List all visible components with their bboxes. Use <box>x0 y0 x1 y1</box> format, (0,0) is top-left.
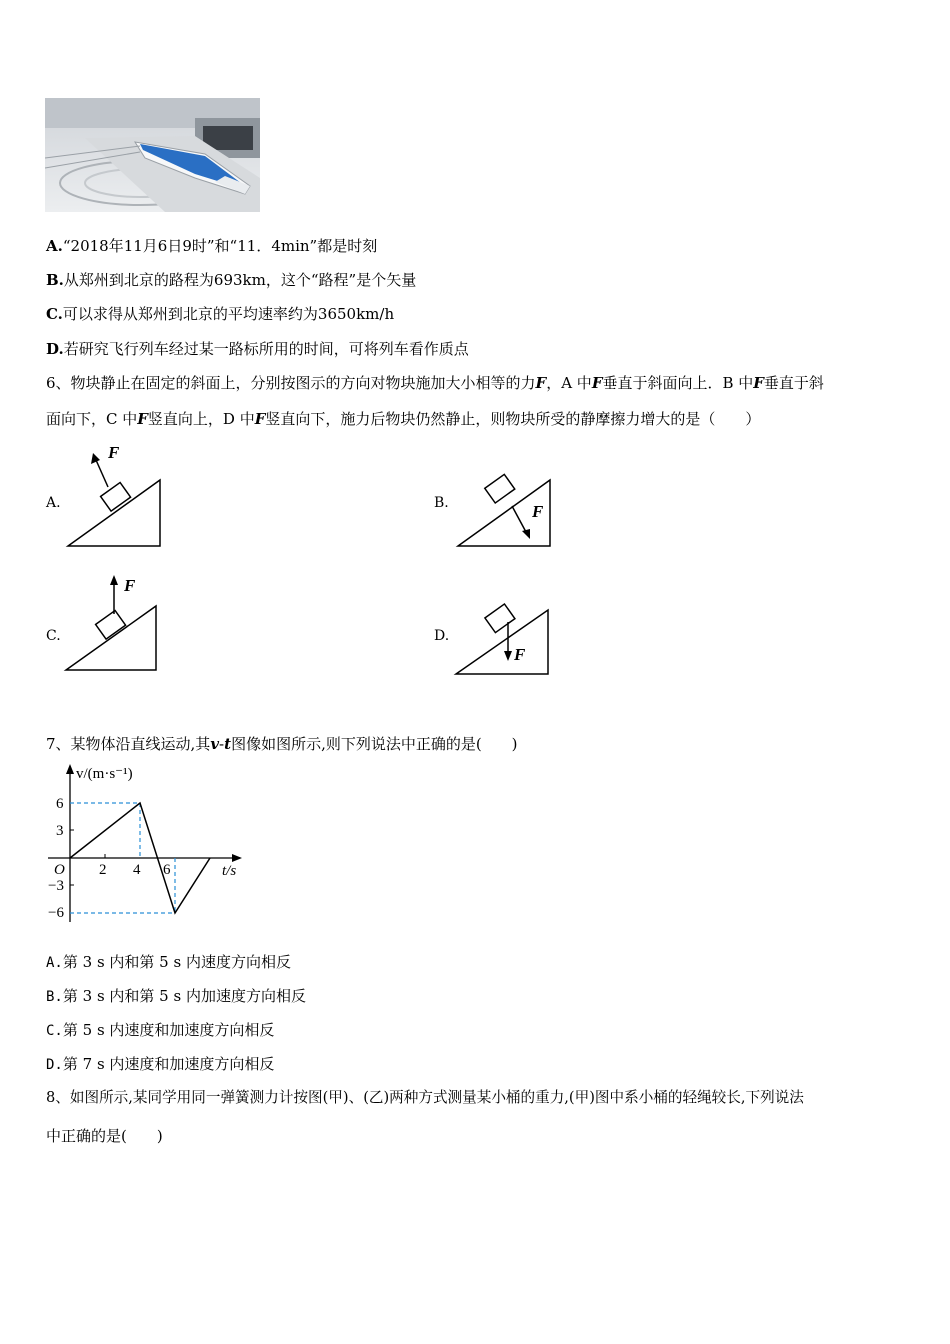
q5-option-a <box>46 236 377 256</box>
q5-option-d <box>46 339 469 359</box>
q5-option-c <box>46 304 394 324</box>
q7-option-d-text: 第 7 s 内速度和加速度方向相反 <box>62 1055 275 1073</box>
q6-figure-d <box>448 600 558 678</box>
y-tick-neg6: −6 <box>48 905 64 921</box>
q7-option-a-label: A. <box>46 955 63 971</box>
x-tick-4: 4 <box>133 862 141 878</box>
q6-figure-b <box>450 470 560 552</box>
q7-option-c-label: C. <box>46 1023 63 1039</box>
q7-option-b-label: B. <box>46 989 63 1005</box>
q7-vt-graph <box>44 762 254 932</box>
q6-option-d-label: D. <box>434 628 450 644</box>
q6-figure-c <box>58 572 168 676</box>
q6-stem-line1: 6、物块静止在固定的斜面上，分别按图示的方向对物块施加大小相等的力F，A 中F垂直于斜面向上．B 中F垂直于斜 <box>46 374 824 392</box>
q5-option-a-label: A. <box>46 237 63 255</box>
q5-option-c-label: C. <box>46 305 63 323</box>
q8-stem-line2: 中正确的是( ) <box>46 1127 163 1145</box>
q5-option-a-text: “2018年11月6日9时”和“11．4min”都是时刻 <box>62 237 378 255</box>
q6-stem-line2: 面向下，C 中F竖直向上，D 中F竖直向下，施力后物块仍然静止，则物块所受的静摩擦力增大的是（ ） <box>46 410 761 428</box>
q5-option-b-text: 从郑州到北京的路程为693km，这个“路程”是个矢量 <box>63 271 417 289</box>
y-tick-3: 3 <box>56 823 64 839</box>
q6-figure-a <box>60 440 170 552</box>
q8-stem-line1: 8、如图所示,某同学用同一弹簧测力计按图(甲)、(乙)两种方式测量某小桶的重力,(甲)图中系小桶的轻绳较长,下列说法 <box>46 1089 804 1106</box>
q5-option-d-label: D. <box>46 340 64 358</box>
q6-option-c-label: C. <box>46 628 61 644</box>
origin-label: O <box>54 862 65 878</box>
q7-option-d <box>46 1054 274 1075</box>
q7-option-a <box>46 952 291 973</box>
y-tick-6: 6 <box>56 796 64 812</box>
q7-stem: 7、某物体沿直线运动,其v-t图像如图所示,则下列说法中正确的是( ) <box>46 735 518 753</box>
q5-option-b <box>46 270 416 290</box>
q7-option-b-text: 第 3 s 内和第 5 s 内加速度方向相反 <box>62 987 306 1005</box>
q7-option-c <box>46 1020 274 1041</box>
q6-b-force-label: F <box>532 502 544 521</box>
x-tick-6: 6 <box>163 862 171 878</box>
train-photo <box>45 98 260 212</box>
q6-d-force-label: F <box>514 645 526 664</box>
q6-c-force-label: F <box>124 576 136 595</box>
x-tick-2: 2 <box>99 862 107 878</box>
q5-option-c-text: 可以求得从郑州到北京的平均速率约为3650km/h <box>62 305 395 323</box>
q6-option-a-label: A. <box>46 495 61 511</box>
q7-option-c-text: 第 5 s 内速度和加速度方向相反 <box>62 1021 275 1039</box>
y-axis-label: v/(m·s⁻¹) <box>76 766 133 782</box>
y-tick-neg3: −3 <box>48 878 64 894</box>
q5-option-d-text: 若研究飞行列车经过某一路标所用的时间，可将列车看作质点 <box>63 340 469 358</box>
x-axis-label: t/s <box>222 863 237 879</box>
q6-option-b-label: B. <box>434 495 449 511</box>
q6-a-force-label: F <box>108 443 120 462</box>
q7-option-d-label: D. <box>46 1057 63 1073</box>
q7-option-a-text: 第 3 s 内和第 5 s 内速度方向相反 <box>62 953 291 971</box>
q7-option-b <box>46 986 306 1007</box>
q5-option-b-label: B. <box>46 271 64 289</box>
